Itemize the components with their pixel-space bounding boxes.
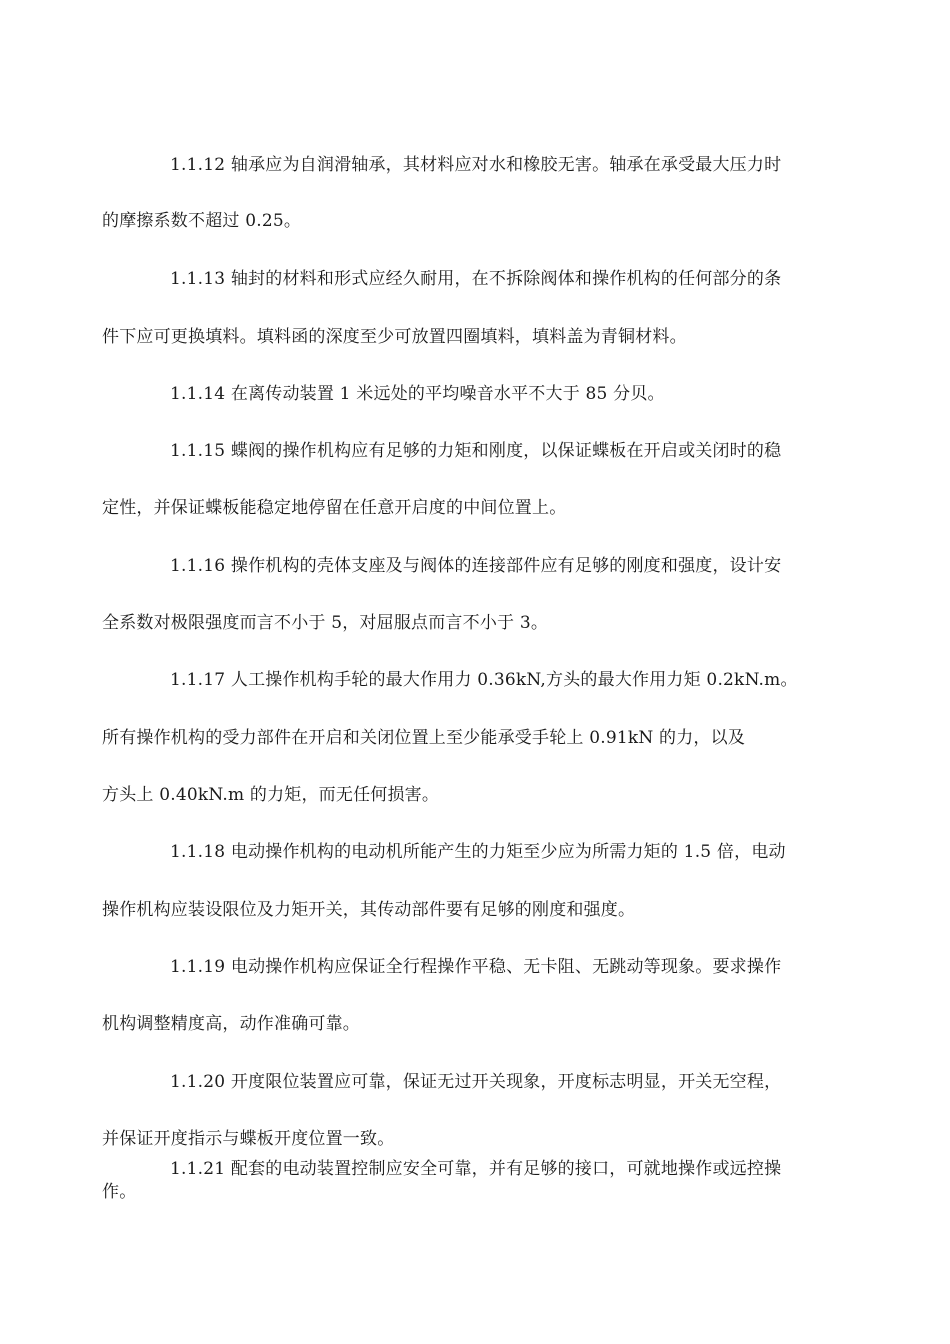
clause-1-1-17-line-1: 1.1.17 人工操作机构手轮的最大作用力 0.36kN,方头的最大作用力矩 0.2kN.m。 xyxy=(170,670,798,690)
clause-1-1-14-line-1: 1.1.14 在离传动装置 1 米远处的平均噪音水平不大于 85 分贝。 xyxy=(170,384,665,404)
clause-1-1-17-line-2: 所有操作机构的受力部件在开启和关闭位置上至少能承受手轮上 0.91kN 的力，以及 xyxy=(102,728,746,748)
clause-1-1-15-line-1: 1.1.15 蝶阀的操作机构应有足够的力矩和刚度，以保证蝶板在开启或关闭时的稳 xyxy=(170,441,782,461)
clause-1-1-17-line-3: 方头上 0.40kN.m 的力矩，而无任何损害。 xyxy=(102,785,440,805)
clause-1-1-15-line-2: 定性，并保证蝶板能稳定地停留在任意开启度的中间位置上。 xyxy=(102,498,567,518)
clause-1-1-12-line-2: 的摩擦系数不超过 0.25。 xyxy=(102,211,302,231)
clause-1-1-19-line-2: 机构调整精度高，动作准确可靠。 xyxy=(102,1014,360,1034)
clause-1-1-13-line-2: 件下应可更换填料。填料函的深度至少可放置四圈填料，填料盖为青铜材料。 xyxy=(102,327,687,347)
clause-1-1-18-line-1: 1.1.18 电动操作机构的电动机所能产生的力矩至少应为所需力矩的 1.5 倍，电动 xyxy=(170,842,786,862)
clause-1-1-20-line-2: 并保证开度指示与蝶板开度位置一致。 xyxy=(102,1129,395,1149)
clause-1-1-18-line-2: 操作机构应装设限位及力矩开关，其传动部件要有足够的刚度和强度。 xyxy=(102,900,636,920)
clause-1-1-16-line-1: 1.1.16 操作机构的壳体支座及与阀体的连接部件应有足够的刚度和强度，设计安 xyxy=(170,556,782,576)
clause-1-1-12-line-1: 1.1.12 轴承应为自润滑轴承，其材料应对水和橡胶无害。轴承在承受最大压力时 xyxy=(170,155,782,175)
clause-1-1-19-line-1: 1.1.19 电动操作机构应保证全行程操作平稳、无卡阻、无跳动等现象。要求操作 xyxy=(170,957,782,977)
clause-1-1-20-line-1: 1.1.20 开度限位装置应可靠，保证无过开关现象，开度标志明显，开关无空程， xyxy=(170,1072,782,1092)
clause-1-1-16-line-2: 全系数对极限强度而言不小于 5，对屈服点而言不小于 3。 xyxy=(102,613,549,633)
clause-1-1-21-line-1: 1.1.21 配套的电动装置控制应安全可靠，并有足够的接口，可就地操作或远控操 xyxy=(170,1159,782,1179)
clause-1-1-21-line-2: 作。 xyxy=(102,1182,137,1202)
clause-1-1-13-line-1: 1.1.13 轴封的材料和形式应经久耐用，在不拆除阀体和操作机构的任何部分的条 xyxy=(170,269,782,289)
